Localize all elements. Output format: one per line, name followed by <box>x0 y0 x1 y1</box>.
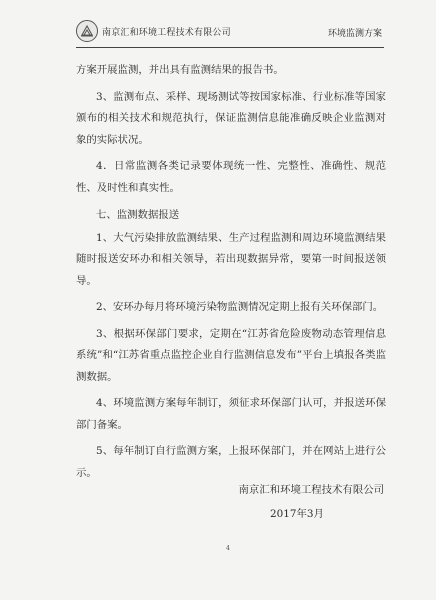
header-divider <box>76 47 384 48</box>
header-document-title: 环境监测方案 <box>327 29 382 39</box>
page-number: 4 <box>226 545 230 552</box>
paragraph-continuation: 方案开展监测，并出具有监测结果的报告书。 <box>76 64 284 76</box>
paragraph-item-4: 4．日常监测各类记录要体现统一性、完整性、准确性、规范性、及时性和真实性。 <box>76 160 386 194</box>
report-item-2: 2、安环办每月将环境污染物监测情况定期上报有关环保部门。 <box>96 301 384 313</box>
report-item-3: 3、根据环保部门要求，定期在“江苏省危险废物动态管理信息系统”和“江苏省重点监控企业自行监测信息发布”平台上填报各类监测数据。 <box>76 327 386 383</box>
signature-date: 2017年3月 <box>270 508 324 520</box>
signature-company: 南京汇和环境工程技术有限公司 <box>238 484 384 496</box>
company-logo-icon <box>76 20 98 42</box>
section-heading: 七、监测数据报送 <box>96 209 180 221</box>
document-body <box>76 60 386 484</box>
report-item-4: 4、环境监测方案每年制订，须征求环保部门认可，并报送环保部门备案。 <box>76 397 386 431</box>
paragraph-item-3: 3、监测布点、采样、现场测试等按国家标准、行业标准等国家颁布的相关技术和规范执行，保证监测信息能准确反映企业监测对象的实际状况。 <box>76 90 386 146</box>
report-item-1: 1、大气污染排放监测结果、生产过程监测和周边环境监测结果随时报送安环办和相关领导，若出现数据异常，要第一时间报送领导。 <box>76 231 386 287</box>
page-header <box>76 18 384 52</box>
header-company-name: 南京汇和环境工程技术有限公司 <box>102 28 231 38</box>
report-item-5: 5、每年制订自行监测方案，上报环保部门，并在网站上进行公示。 <box>76 445 386 479</box>
